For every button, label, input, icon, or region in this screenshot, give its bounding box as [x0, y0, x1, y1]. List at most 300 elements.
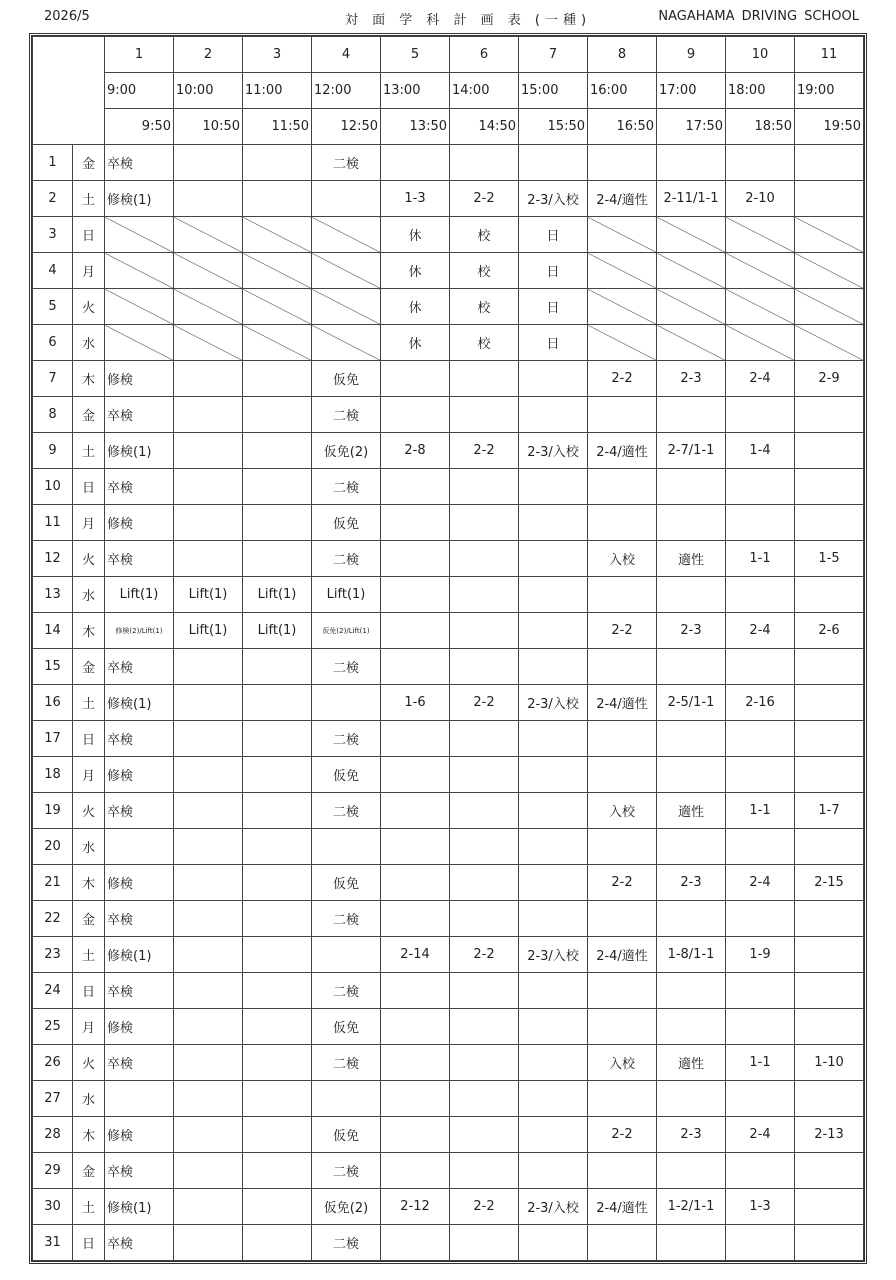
schedule-cell — [450, 1225, 519, 1261]
weekday: 水 — [73, 577, 105, 613]
schedule-cell — [657, 649, 726, 685]
day-row — [33, 577, 864, 613]
day-row — [33, 325, 864, 361]
schedule-cell — [795, 505, 864, 541]
schedule-cell — [519, 1117, 588, 1153]
schedule-cell: 校 — [450, 289, 519, 325]
schedule-cell — [519, 613, 588, 649]
schedule-cell: 2-2 — [450, 181, 519, 217]
schedule-cell — [795, 649, 864, 685]
day-row — [33, 649, 864, 685]
schedule-cell — [519, 865, 588, 901]
closed-slash-cell — [243, 325, 312, 361]
schedule-cell — [657, 577, 726, 613]
day-row — [33, 1009, 864, 1045]
day-number: 25 — [33, 1009, 73, 1045]
schedule-cell: 卒検 — [105, 793, 174, 829]
day-number: 10 — [33, 469, 73, 505]
weekday: 木 — [73, 613, 105, 649]
day-row — [33, 1117, 864, 1153]
schedule-cell: 1-8/1-1 — [657, 937, 726, 973]
schedule-cell — [726, 577, 795, 613]
schedule-cell — [243, 361, 312, 397]
end-time-cell: 16:50 — [588, 109, 657, 145]
schedule-cell — [657, 973, 726, 1009]
schedule-cell: 1-3 — [726, 1189, 795, 1225]
schedule-cell — [726, 1225, 795, 1261]
schedule-cell: 卒検 — [105, 1153, 174, 1189]
schedule-cell — [795, 1081, 864, 1117]
weekday: 木 — [73, 1117, 105, 1153]
schedule-cell: 2-10 — [726, 181, 795, 217]
weekday: 日 — [73, 721, 105, 757]
schedule-cell — [243, 1045, 312, 1081]
day-row — [33, 541, 864, 577]
end-time-cell: 11:50 — [243, 109, 312, 145]
schedule-cell — [174, 901, 243, 937]
schedule-cell: 卒検 — [105, 541, 174, 577]
day-number: 20 — [33, 829, 73, 865]
schedule-cell: 修検 — [105, 757, 174, 793]
schedule-cell: Lift(1) — [243, 613, 312, 649]
weekday: 月 — [73, 757, 105, 793]
schedule-cell — [174, 181, 243, 217]
schedule-cell — [519, 757, 588, 793]
schedule-cell — [174, 1045, 243, 1081]
schedule-cell: 二検 — [312, 1045, 381, 1081]
schedule-cell: 修検 — [105, 505, 174, 541]
schedule-cell — [381, 505, 450, 541]
weekday: 日 — [73, 1225, 105, 1261]
day-number: 3 — [33, 217, 73, 253]
weekday: 水 — [73, 325, 105, 361]
schedule-cell — [381, 397, 450, 433]
schedule-cell: 2-2 — [588, 865, 657, 901]
schedule-cell — [450, 649, 519, 685]
weekday: 金 — [73, 649, 105, 685]
schedule-cell: 2-4/適性 — [588, 181, 657, 217]
schedule-cell: 休 — [381, 325, 450, 361]
schedule-cell — [381, 577, 450, 613]
schedule-cell — [450, 145, 519, 181]
schedule-cell: Lift(1) — [312, 577, 381, 613]
schedule-cell: 1-6 — [381, 685, 450, 721]
day-number: 7 — [33, 361, 73, 397]
schedule-cell — [588, 145, 657, 181]
end-time-cell: 14:50 — [450, 109, 519, 145]
schedule-cell — [174, 469, 243, 505]
schedule-cell: 二検 — [312, 721, 381, 757]
schedule-cell — [174, 1153, 243, 1189]
weekday: 月 — [73, 253, 105, 289]
day-number: 12 — [33, 541, 73, 577]
schedule-cell: 二検 — [312, 901, 381, 937]
schedule-cell: 2-14 — [381, 937, 450, 973]
period-number-cell: 1 — [105, 37, 174, 73]
schedule-cell — [795, 1189, 864, 1225]
schedule-cell: 修検(1) — [105, 1189, 174, 1225]
closed-slash-cell — [726, 253, 795, 289]
schedule-cell — [726, 757, 795, 793]
schedule-cell — [657, 901, 726, 937]
day-row — [33, 433, 864, 469]
schedule-cell — [174, 721, 243, 757]
day-row — [33, 289, 864, 325]
schedule-cell — [450, 505, 519, 541]
schedule-cell — [795, 397, 864, 433]
schedule-cell — [243, 1153, 312, 1189]
closed-slash-cell — [726, 217, 795, 253]
day-row — [33, 361, 864, 397]
day-row — [33, 1189, 864, 1225]
schedule-cell — [795, 1009, 864, 1045]
schedule-cell: 2-3/入校 — [519, 937, 588, 973]
schedule-cell — [519, 361, 588, 397]
schedule-cell: 修検(2)/Lift(1) — [105, 613, 174, 649]
schedule-cell — [519, 721, 588, 757]
schedule-cell: 日 — [519, 325, 588, 361]
schedule-cell — [381, 469, 450, 505]
weekday: 水 — [73, 1081, 105, 1117]
day-number: 29 — [33, 1153, 73, 1189]
weekday: 火 — [73, 793, 105, 829]
schedule-cell: 二検 — [312, 469, 381, 505]
schedule-cell — [381, 793, 450, 829]
schedule-cell — [450, 757, 519, 793]
schedule-cell: 休 — [381, 289, 450, 325]
schedule-cell — [588, 577, 657, 613]
weekday: 火 — [73, 289, 105, 325]
schedule-cell: Lift(1) — [105, 577, 174, 613]
schedule-cell: 入校 — [588, 793, 657, 829]
weekday: 金 — [73, 1153, 105, 1189]
schedule-cell: 二検 — [312, 793, 381, 829]
schedule-cell — [243, 397, 312, 433]
end-time-cell: 15:50 — [519, 109, 588, 145]
schedule-cell: 2-2 — [588, 361, 657, 397]
schedule-cell: 2-8 — [381, 433, 450, 469]
schedule-cell: 1-5 — [795, 541, 864, 577]
schedule-cell: 2-3 — [657, 865, 726, 901]
schedule-table-frame — [29, 33, 867, 1264]
schedule-cell: 2-3/入校 — [519, 1189, 588, 1225]
schedule-cell: 卒検 — [105, 721, 174, 757]
day-number: 2 — [33, 181, 73, 217]
day-number: 21 — [33, 865, 73, 901]
schedule-cell: 2-4/適性 — [588, 685, 657, 721]
header-row-end — [33, 109, 864, 145]
closed-slash-cell — [588, 253, 657, 289]
page-title: 対 面 学 科 計 画 表 (一種) — [344, 13, 592, 28]
schedule-cell — [174, 973, 243, 1009]
schedule-cell — [450, 613, 519, 649]
start-time-cell: 10:00 — [174, 73, 243, 109]
end-time-cell: 10:50 — [174, 109, 243, 145]
schedule-cell — [519, 541, 588, 577]
schedule-cell — [588, 1225, 657, 1261]
schedule-cell — [243, 973, 312, 1009]
schedule-cell — [450, 469, 519, 505]
schedule-cell — [588, 397, 657, 433]
day-number: 31 — [33, 1225, 73, 1261]
schedule-cell — [519, 1153, 588, 1189]
schedule-cell — [381, 1153, 450, 1189]
schedule-cell — [243, 1225, 312, 1261]
schedule-cell — [657, 1153, 726, 1189]
start-time-cell: 17:00 — [657, 73, 726, 109]
weekday: 月 — [73, 505, 105, 541]
schedule-cell — [726, 469, 795, 505]
schedule-cell — [795, 145, 864, 181]
end-time-cell: 18:50 — [726, 109, 795, 145]
schedule-cell — [243, 829, 312, 865]
schedule-cell — [726, 649, 795, 685]
schedule-cell: 2-3 — [657, 613, 726, 649]
schedule-cell — [450, 721, 519, 757]
schedule-cell — [243, 1117, 312, 1153]
schedule-cell — [174, 541, 243, 577]
schedule-cell — [174, 1225, 243, 1261]
schedule-cell — [588, 1009, 657, 1045]
closed-slash-cell — [174, 253, 243, 289]
start-time-cell: 16:00 — [588, 73, 657, 109]
closed-slash-cell — [657, 253, 726, 289]
day-number: 17 — [33, 721, 73, 757]
schedule-cell — [381, 145, 450, 181]
schedule-cell — [243, 181, 312, 217]
start-time-cell: 14:00 — [450, 73, 519, 109]
schedule-cell — [795, 469, 864, 505]
schedule-cell — [795, 1153, 864, 1189]
schedule-cell — [381, 757, 450, 793]
schedule-cell — [657, 1225, 726, 1261]
school-name: NAGAHAMA DRIVING SCHOOL — [658, 9, 859, 24]
schedule-cell: Lift(1) — [174, 577, 243, 613]
weekday: 日 — [73, 469, 105, 505]
schedule-cell — [726, 397, 795, 433]
schedule-cell: 2-2 — [450, 433, 519, 469]
header-row-start — [33, 73, 864, 109]
schedule-cell — [174, 361, 243, 397]
closed-slash-cell — [588, 325, 657, 361]
schedule-cell — [381, 865, 450, 901]
schedule-cell — [243, 721, 312, 757]
closed-slash-cell — [657, 289, 726, 325]
schedule-cell: 2-3/入校 — [519, 685, 588, 721]
schedule-cell — [519, 1045, 588, 1081]
day-row — [33, 469, 864, 505]
schedule-cell: 修検 — [105, 865, 174, 901]
start-time-cell: 15:00 — [519, 73, 588, 109]
schedule-cell — [381, 901, 450, 937]
schedule-cell: 校 — [450, 325, 519, 361]
schedule-cell — [795, 829, 864, 865]
schedule-cell — [174, 649, 243, 685]
year-month: 2026/5 — [44, 9, 90, 24]
schedule-cell — [450, 1117, 519, 1153]
schedule-cell: 2-16 — [726, 685, 795, 721]
schedule-cell — [174, 793, 243, 829]
schedule-cell: 仮免 — [312, 505, 381, 541]
schedule-cell: 仮免 — [312, 1009, 381, 1045]
schedule-cell — [657, 757, 726, 793]
schedule-cell — [243, 865, 312, 901]
start-time-cell: 18:00 — [726, 73, 795, 109]
closed-slash-cell — [105, 325, 174, 361]
day-number: 16 — [33, 685, 73, 721]
schedule-cell: 卒検 — [105, 1045, 174, 1081]
schedule-cell — [657, 721, 726, 757]
start-time-cell: 12:00 — [312, 73, 381, 109]
schedule-cell: 二検 — [312, 541, 381, 577]
schedule-cell — [450, 577, 519, 613]
schedule-cell — [243, 469, 312, 505]
schedule-cell — [174, 757, 243, 793]
schedule-cell: 2-3 — [657, 1117, 726, 1153]
weekday: 土 — [73, 181, 105, 217]
closed-slash-cell — [588, 217, 657, 253]
start-time-cell: 19:00 — [795, 73, 864, 109]
weekday: 金 — [73, 145, 105, 181]
schedule-cell: 2-2 — [588, 1117, 657, 1153]
schedule-cell — [174, 397, 243, 433]
schedule-cell — [726, 1081, 795, 1117]
schedule-cell — [519, 901, 588, 937]
end-time-cell: 12:50 — [312, 109, 381, 145]
day-row — [33, 901, 864, 937]
schedule-cell — [243, 433, 312, 469]
schedule-cell: 1-1 — [726, 793, 795, 829]
schedule-cell: 適性 — [657, 1045, 726, 1081]
day-number: 26 — [33, 1045, 73, 1081]
schedule-cell: 卒検 — [105, 973, 174, 1009]
schedule-cell — [588, 829, 657, 865]
schedule-cell: 校 — [450, 217, 519, 253]
schedule-cell — [726, 145, 795, 181]
schedule-cell — [450, 865, 519, 901]
start-time-cell: 11:00 — [243, 73, 312, 109]
header-row-no — [33, 37, 864, 73]
day-number: 8 — [33, 397, 73, 433]
corner-cell — [33, 37, 105, 145]
schedule-cell: 卒検 — [105, 469, 174, 505]
schedule-cell: 1-10 — [795, 1045, 864, 1081]
period-number-cell: 8 — [588, 37, 657, 73]
schedule-cell: 2-2 — [450, 685, 519, 721]
schedule-cell: 1-7 — [795, 793, 864, 829]
schedule-cell — [243, 793, 312, 829]
schedule-cell — [519, 505, 588, 541]
schedule-cell: 卒検 — [105, 901, 174, 937]
schedule-cell — [795, 973, 864, 1009]
schedule-cell: 2-4 — [726, 1117, 795, 1153]
schedule-cell — [726, 721, 795, 757]
weekday: 月 — [73, 1009, 105, 1045]
schedule-cell — [519, 397, 588, 433]
schedule-cell — [243, 937, 312, 973]
schedule-cell: 2-4 — [726, 361, 795, 397]
schedule-cell: 日 — [519, 253, 588, 289]
schedule-cell — [174, 1081, 243, 1117]
period-number-cell: 11 — [795, 37, 864, 73]
schedule-cell — [174, 685, 243, 721]
day-row — [33, 865, 864, 901]
period-number-cell: 4 — [312, 37, 381, 73]
closed-slash-cell — [657, 325, 726, 361]
schedule-cell: 二検 — [312, 397, 381, 433]
weekday: 木 — [73, 865, 105, 901]
closed-slash-cell — [312, 253, 381, 289]
day-number: 4 — [33, 253, 73, 289]
schedule-cell: 卒検 — [105, 649, 174, 685]
schedule-cell — [657, 829, 726, 865]
schedule-cell — [588, 649, 657, 685]
schedule-cell: 日 — [519, 289, 588, 325]
weekday: 火 — [73, 1045, 105, 1081]
schedule-cell — [174, 505, 243, 541]
schedule-cell: 1-1 — [726, 1045, 795, 1081]
weekday: 日 — [73, 973, 105, 1009]
closed-slash-cell — [105, 253, 174, 289]
end-time-cell: 13:50 — [381, 109, 450, 145]
schedule-cell — [795, 1225, 864, 1261]
schedule-cell: 2-4/適性 — [588, 937, 657, 973]
schedule-cell — [174, 433, 243, 469]
day-row — [33, 1153, 864, 1189]
schedule-cell: 2-3 — [657, 361, 726, 397]
schedule-cell: 日 — [519, 217, 588, 253]
schedule-cell: 二検 — [312, 973, 381, 1009]
day-number: 14 — [33, 613, 73, 649]
schedule-cell — [726, 1153, 795, 1189]
day-row — [33, 145, 864, 181]
schedule-cell — [381, 829, 450, 865]
schedule-cell: 1-4 — [726, 433, 795, 469]
schedule-cell — [381, 1117, 450, 1153]
schedule-cell: 仮免(2) — [312, 1189, 381, 1225]
schedule-cell: Lift(1) — [174, 613, 243, 649]
schedule-cell — [657, 1081, 726, 1117]
schedule-cell — [726, 505, 795, 541]
period-number-cell: 2 — [174, 37, 243, 73]
schedule-cell — [243, 505, 312, 541]
schedule-cell — [105, 829, 174, 865]
schedule-cell: 2-4/適性 — [588, 1189, 657, 1225]
schedule-cell — [450, 1081, 519, 1117]
schedule-cell: 修検 — [105, 1117, 174, 1153]
period-number-cell: 3 — [243, 37, 312, 73]
schedule-cell — [795, 721, 864, 757]
day-number: 1 — [33, 145, 73, 181]
day-number: 28 — [33, 1117, 73, 1153]
weekday: 水 — [73, 829, 105, 865]
schedule-cell — [381, 613, 450, 649]
schedule-cell: 修検(1) — [105, 685, 174, 721]
closed-slash-cell — [174, 325, 243, 361]
schedule-cell — [795, 937, 864, 973]
day-number: 27 — [33, 1081, 73, 1117]
schedule-cell — [450, 829, 519, 865]
page-header — [0, 0, 896, 34]
schedule-cell — [657, 145, 726, 181]
schedule-cell: 2-4 — [726, 865, 795, 901]
schedule-cell — [657, 397, 726, 433]
schedule-cell — [519, 469, 588, 505]
day-number: 22 — [33, 901, 73, 937]
schedule-cell — [381, 541, 450, 577]
closed-slash-cell — [795, 217, 864, 253]
schedule-cell: 修検(1) — [105, 433, 174, 469]
